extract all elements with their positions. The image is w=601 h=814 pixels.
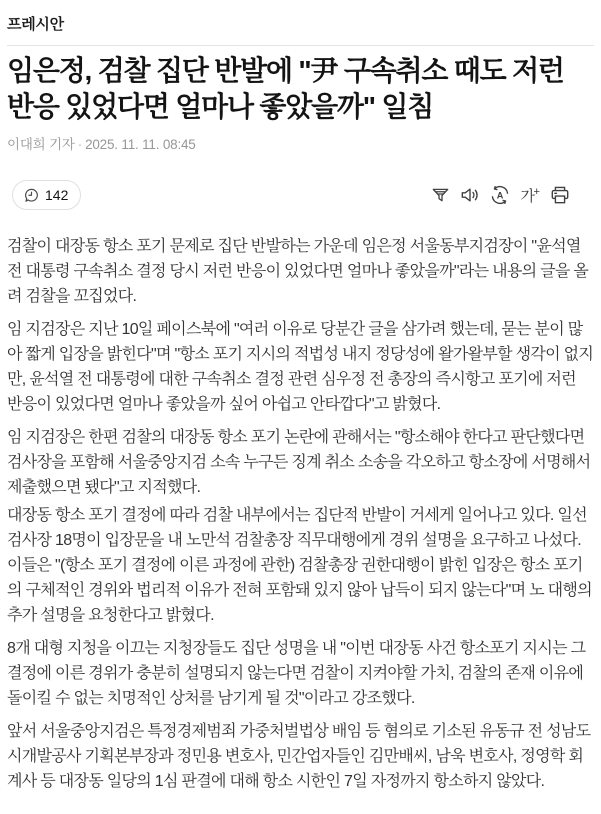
- article-paragraph: 8개 대형 지청을 이끄는 지청장들도 집단 성명을 내 "이번 대장동 사건 항소포기 지시는 그 결정에 이른 경위가 충분히 설명되지 않는다면 검찰이 지켜야할 가치, 검찰의 존재 이유에 돌이킬 수 없는 치명적인 상처를 남기게 될 것"이라고 강조했다.: [7, 640, 586, 707]
- summary-button[interactable]: [428, 183, 452, 207]
- print-button[interactable]: [548, 183, 572, 207]
- article-toolbar: [7, 180, 594, 210]
- press-logo[interactable]: 프레시안: [7, 16, 64, 33]
- listen-button[interactable]: [458, 183, 482, 207]
- translate-icon: [489, 184, 511, 206]
- comment-count: 142: [45, 187, 69, 203]
- article-paragraph: 임 지검장은 한편 검찰의 대장동 항소 포기 논란에 관해서는 "항소해야 한다고 판단했다면 검사장을 포함해 서울중앙지검 소속 누구든 징계 취소 소송을 각오하고 항소장에 서명해서 제출했으면 됐다"고 지적했다.: [7, 429, 591, 496]
- article-paragraph: 앞서 서울중앙지검은 특정경제범죄 가중처벌법상 배임 등 혐의로 기소된 유동규 전 성남도시개발공사 기획본부장과 정민용 변호사, 민간업자들인 김만배씨, 남욱 변호사, 정영학 회계사 등 대장동 일당의 1심 판결에 대해 항소 시한인 7일 자정까지 항소하지 않았다.: [7, 723, 591, 790]
- tool-icons: [428, 183, 572, 207]
- font-size-button[interactable]: [518, 183, 542, 207]
- article-body: [7, 234, 594, 794]
- reporter-name[interactable]: 이대희 기자: [7, 137, 75, 152]
- summary-icon: [430, 185, 451, 206]
- header-divider: [7, 45, 594, 46]
- font-size-icon: 가+: [520, 185, 540, 205]
- byline: [7, 133, 594, 153]
- publish-datetime: 2025. 11. 11. 08:45: [85, 137, 196, 152]
- header: [7, 0, 594, 34]
- comment-count-button[interactable]: [12, 180, 81, 210]
- byline-separator: ·: [77, 137, 83, 152]
- comment-bubble-icon: [23, 187, 40, 204]
- article-paragraph: 대장동 항소 포기 결정에 따라 검찰 내부에서는 집단적 반발이 거세게 일어나고 있다. 일선 검사장 18명이 입장문을 내 노만석 검찰총장 직무대행에게 경위 설명을 요구하고 나섰다. 이들은 "(항소 포기 결정에 이른 과정에 관한) 검찰총장 권한대행이 밝힌 입장은 항소 포기의 구체적인 경위와 법리적 이유가 전혀 포함돼 있지 않아 납득이 되지 않는다"며 노 대행의 추가 설명을 요청한다고 밝혔다.: [7, 507, 592, 624]
- translate-button[interactable]: [488, 183, 512, 207]
- article-paragraph: 임 지검장은 지난 10일 페이스북에 "여러 이유로 당분간 글을 삼가려 했는데, 묻는 분이 많아 짧게 입장을 밝힌다"며 "항소 포기 지시의 적법성 내지 정당성에 왈가왈부할 생각이 없지만, 윤석열 전 대통령에 대한 구속취소 결정 관련 심우정 전 총장의 즉시항고 포기에 저런 반응이 있었다면 얼마나 좋았을까 싶어 아쉽고 안타깝다"고 밝혔다.: [7, 321, 594, 413]
- svg-text:A: A: [496, 190, 504, 201]
- article-paragraph: 검찰이 대장동 항소 포기 문제로 집단 반발하는 가운데 임은정 서울동부지검장이 "윤석열 전 대통령 구속취소 결정 당시 저런 반응이 있었다면 얼마나 좋았을까"라는 내용의 글을 올려 검찰을 꼬집었다.: [7, 238, 589, 305]
- listen-icon: [459, 184, 481, 206]
- print-icon: [549, 184, 571, 206]
- article-title: 임은정, 검찰 집단 반발에 "尹 구속취소 때도 저런 반응 있었다면 얼마나 좋았을까" 일침: [7, 55, 564, 122]
